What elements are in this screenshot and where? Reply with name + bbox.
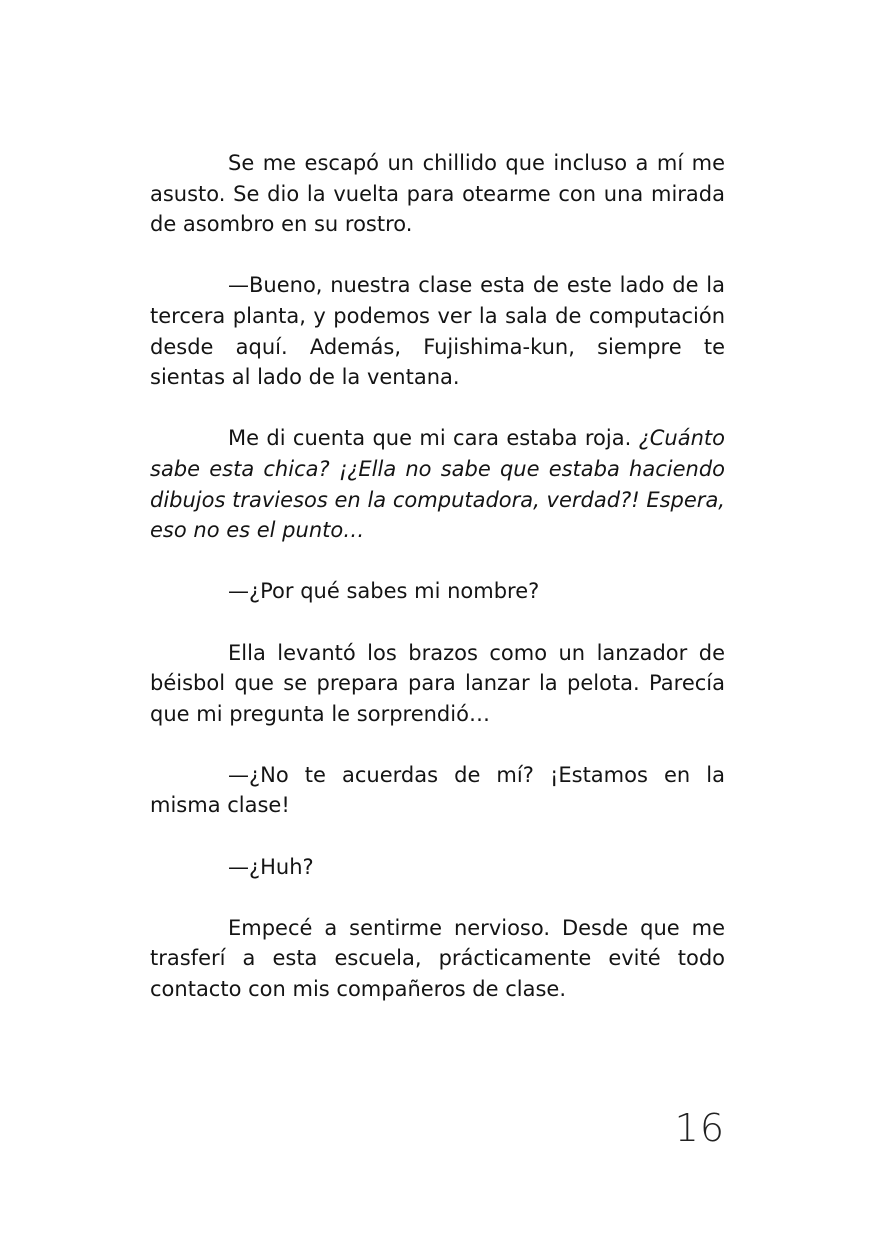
paragraph-5-text: Ella levantó los brazos como un lanzador de béisbol que se prepara para lanzar la pelota. Parecía que mi pregunta le sorprendió… [150,640,725,726]
paragraph-3-text: Me di cuenta que mi cara estaba roja. [228,426,639,451]
paragraph-3 [150,423,725,545]
paragraph-2 [150,270,725,392]
page-number: 16 [674,1106,725,1150]
paragraph-2-text: —Bueno, nuestra clase esta de este lado de la tercera planta, y podemos ver la sala de computación desde aquí. Además, Fujishima-kun, siempre te sientas al lado de la ventana. [150,273,725,390]
paragraph-6-text: —¿No te acuerdas de mí? ¡Estamos en la misma clase! [150,762,725,818]
paragraph-8 [150,913,725,1005]
paragraph-1 [150,148,725,240]
paragraph-5 [150,638,725,730]
paragraph-3-italic-thought: ¿Cuánto sabe esta chica? ¡¿Ella no sabe que estaba haciendo dibujos traviesos en la computadora, verdad?! Espera, eso no es el punto… [150,426,725,543]
paragraph-7 [150,852,725,883]
paragraph-8-text: Empecé a sentirme nervioso. Desde que me trasferí a esta escuela, prácticamente evité todo contacto con mis compañeros de clase. [150,915,725,1002]
paragraph-6 [150,760,725,821]
body-text [150,148,725,1005]
paragraph-7-text: —¿Huh? [228,854,314,879]
paragraph-4-text: —¿Por qué sabes mi nombre? [228,579,540,604]
paragraph-4 [150,576,725,607]
paragraph-1-text: Se me escapó un chillido que incluso a mí me asusto. Se dio la vuelta para otearme con una mirada de asombro en su rostro. [150,151,725,237]
